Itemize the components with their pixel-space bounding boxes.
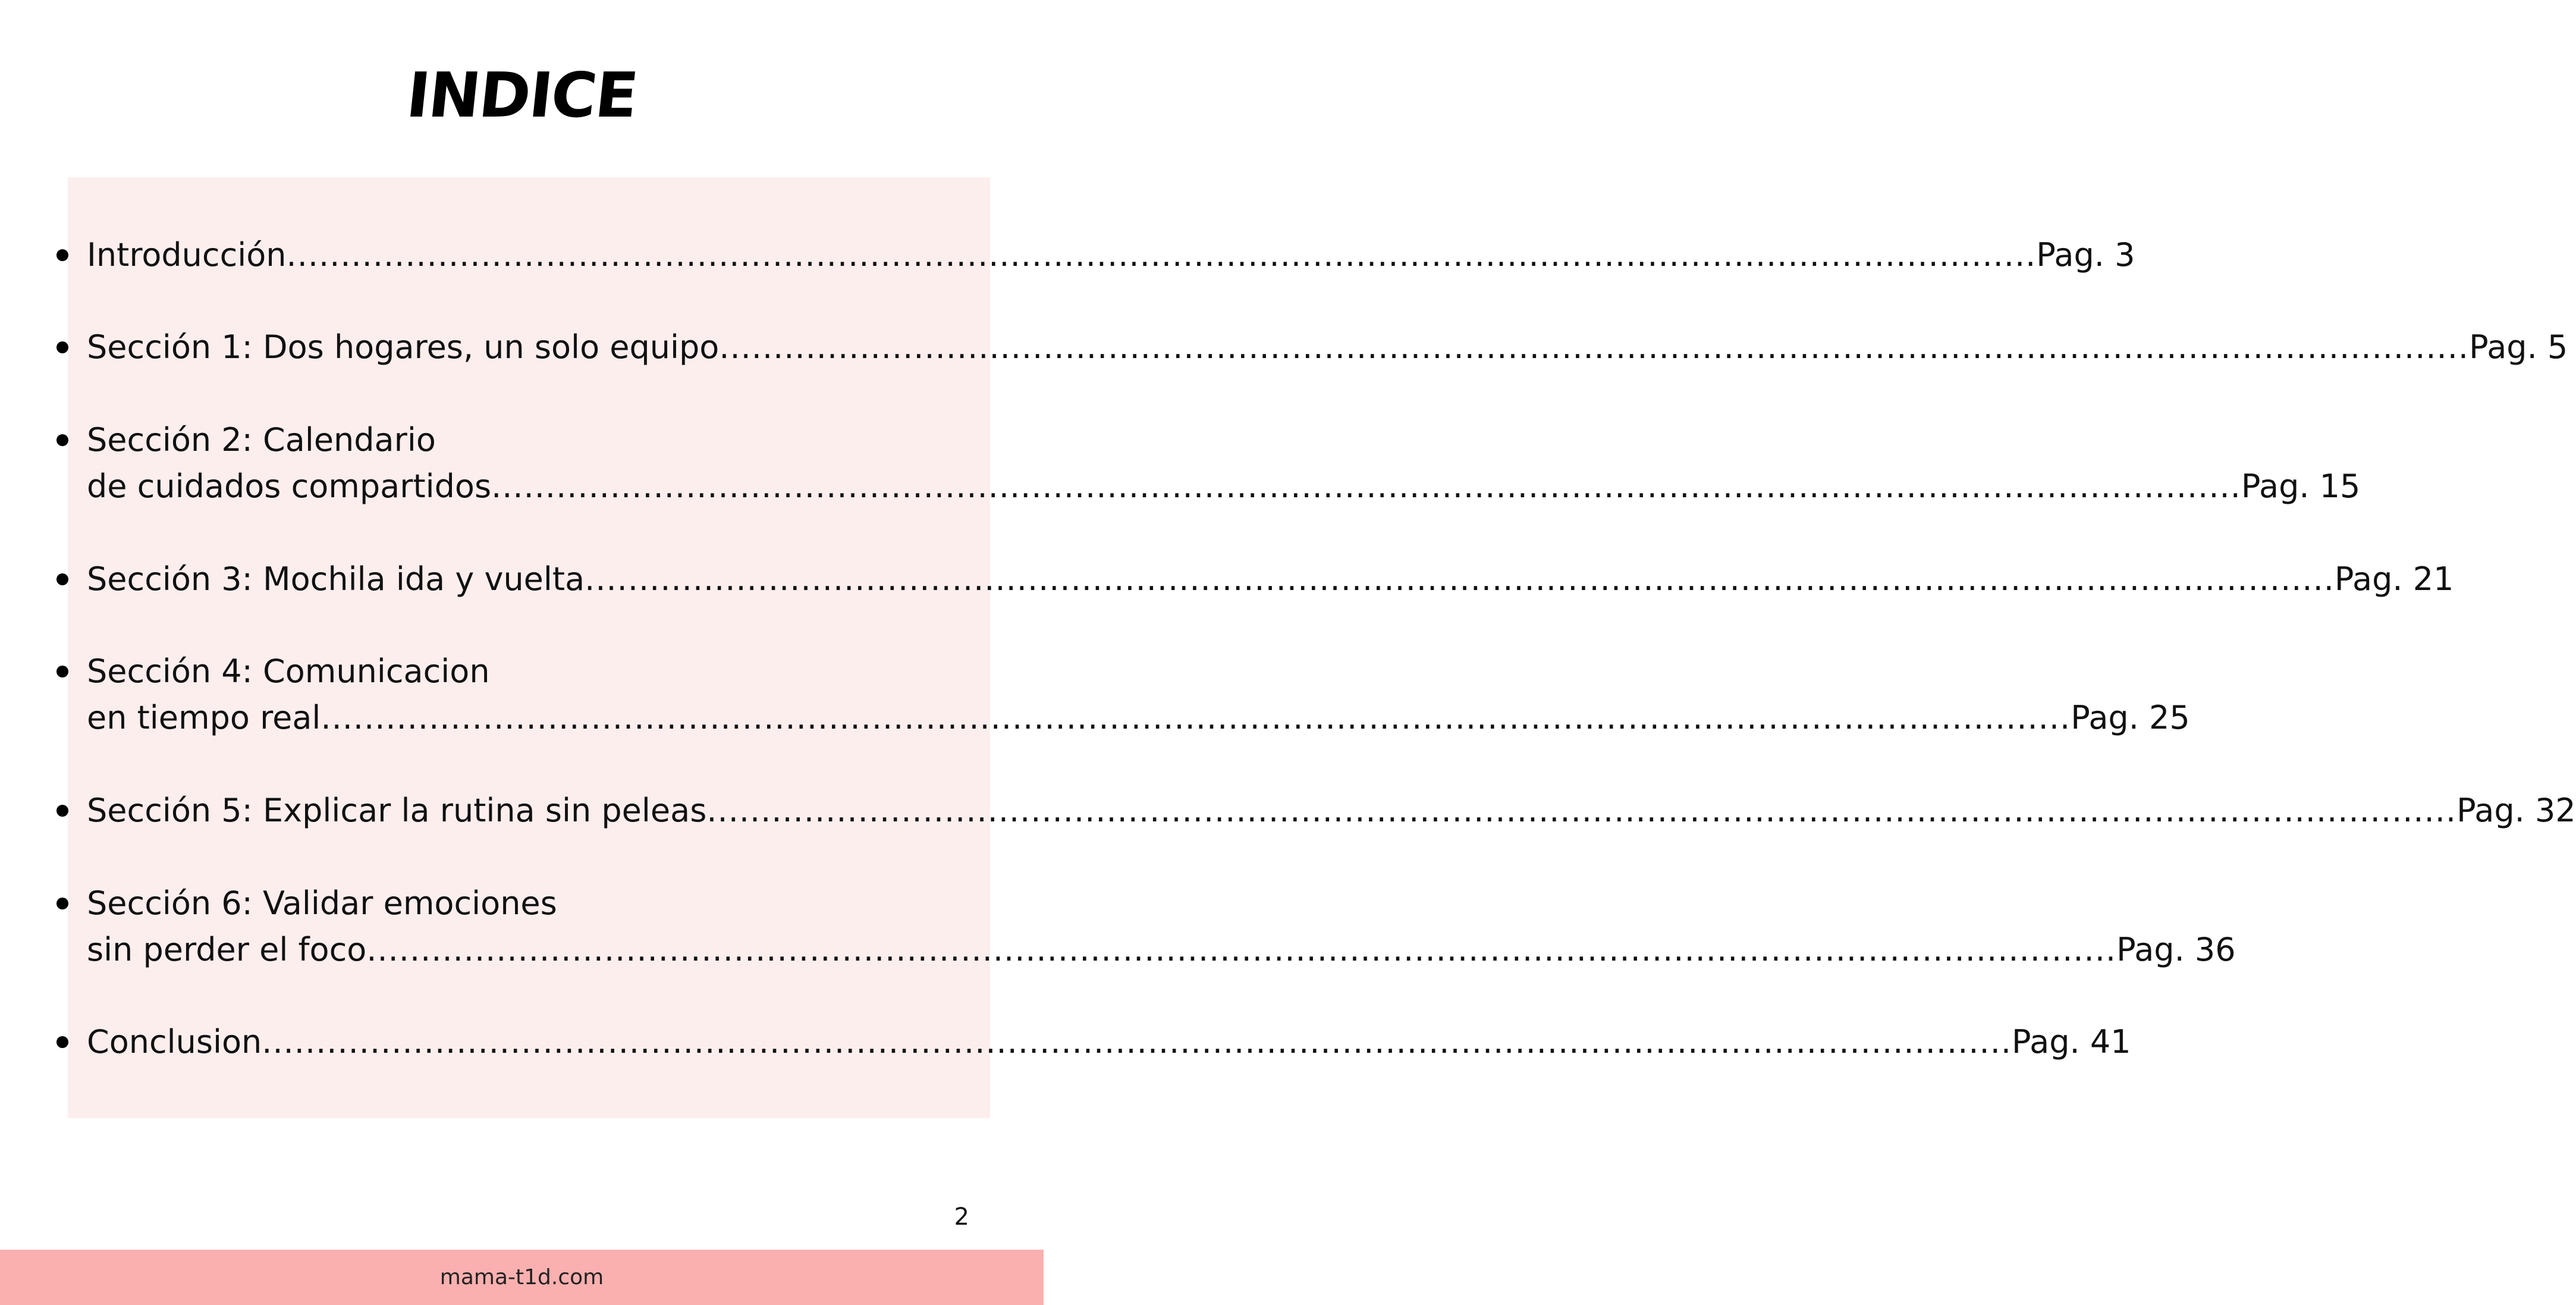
- page-title: INDICE: [403, 59, 640, 131]
- toc-entry-page: Pag. 5: [2469, 328, 2568, 366]
- dot-leader: ..................................................................................................................................................................: [286, 236, 2037, 274]
- toc-entry-label-continued: en tiempo real: [87, 699, 321, 736]
- dot-leader: ..................................................................................................................................................................: [366, 931, 2117, 968]
- toc-entry-page: Pag. 41: [2012, 1023, 2131, 1061]
- toc-entry-label-continued: de cuidados compartidos: [87, 468, 492, 505]
- bullet-icon: [56, 434, 68, 446]
- bullet-icon: [56, 573, 68, 585]
- dot-leader: ..................................................................................................................................................................: [706, 792, 2457, 829]
- toc-entry-page: Pag. 36: [2116, 931, 2236, 968]
- toc-entry-seccion-1[interactable]: [87, 324, 2568, 371]
- toc-entry-label-continued: sin perder el foco: [87, 931, 367, 968]
- toc-entry-page: Pag. 15: [2241, 468, 2361, 505]
- toc-entry-seccion-6[interactable]: [87, 880, 2236, 973]
- dot-leader: ..................................................................................................................................................................: [719, 328, 2470, 366]
- toc-entry-page: Pag. 25: [2071, 699, 2190, 736]
- footer-url[interactable]: mama-t1d.com: [439, 1265, 604, 1290]
- toc-entry-seccion-2[interactable]: [87, 417, 2361, 510]
- dot-leader: ..................................................................................................................................................................: [321, 699, 2071, 736]
- bullet-icon: [56, 1036, 68, 1048]
- bullet-icon: [56, 249, 68, 261]
- toc-entry-page: Pag. 32: [2456, 792, 2576, 829]
- dot-leader: ..................................................................................................................................................................: [585, 560, 2335, 598]
- toc-entry-label: Sección 3: Mochila ida y vuelta: [87, 560, 585, 598]
- toc-entry-label: Sección 1: Dos hogares, un solo equipo: [87, 328, 720, 366]
- dot-leader: ..................................................................................................................................................................: [491, 468, 2241, 505]
- toc-entry-label: Sección 4: Comunicacion: [87, 652, 490, 690]
- table-of-contents: [68, 177, 990, 1118]
- toc-entry-page: Pag. 21: [2334, 560, 2454, 598]
- toc-entry-label: Introducción: [87, 236, 287, 274]
- toc-entry-label: Conclusion: [87, 1023, 262, 1061]
- toc-entry-label: Sección 5: Explicar la rutina sin peleas: [87, 792, 707, 829]
- toc-entry-introduccion[interactable]: [87, 232, 2135, 278]
- dot-leader: ..................................................................................................................................................................: [262, 1023, 2012, 1061]
- toc-entry-seccion-3[interactable]: [87, 556, 2454, 603]
- bullet-icon: [56, 805, 68, 817]
- toc-entry-seccion-5[interactable]: [87, 788, 2576, 834]
- page-number: 2: [954, 1203, 969, 1231]
- toc-entry-conclusion[interactable]: [87, 1019, 2131, 1065]
- toc-entry-page: Pag. 3: [2036, 236, 2135, 274]
- bullet-icon: [56, 898, 68, 909]
- bullet-icon: [56, 341, 68, 353]
- toc-entry-label: Sección 6: Validar emociones: [87, 884, 557, 922]
- toc-entry-label: Sección 2: Calendario: [87, 421, 436, 459]
- toc-entry-seccion-4[interactable]: [87, 648, 2190, 741]
- bullet-icon: [56, 666, 68, 677]
